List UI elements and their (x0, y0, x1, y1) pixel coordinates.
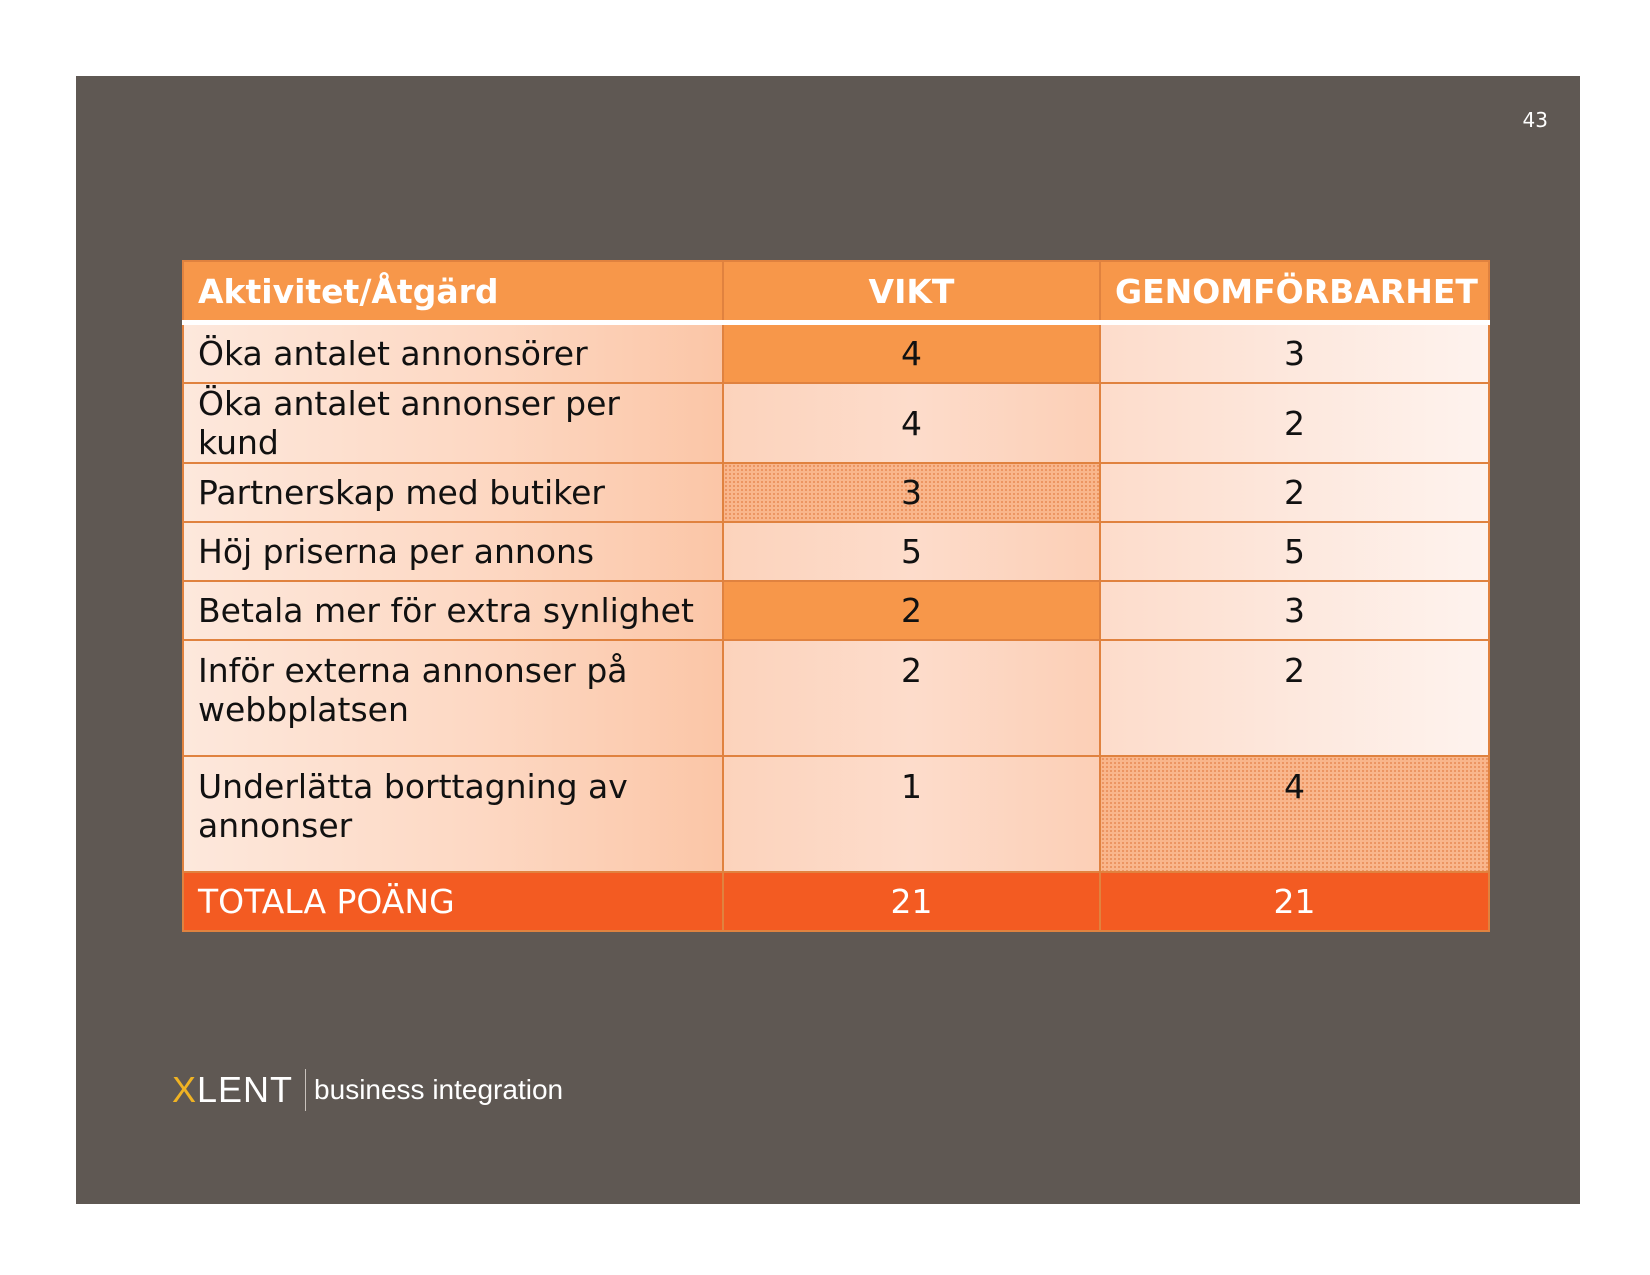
activity-cell: Underlätta borttagning av annonser (183, 756, 723, 872)
table-row (183, 756, 1489, 872)
activity-cell: Partnerskap med butiker (183, 463, 723, 522)
total-label: TOTALA POÄNG (183, 872, 723, 931)
table-row (183, 383, 1489, 463)
activity-cell: Öka antalet annonsörer (183, 323, 723, 384)
header-activity: Aktivitet/Åtgärd (183, 261, 723, 323)
genomforbarhet-cell: 4 (1100, 756, 1489, 872)
header-genomforbarhet: GENOMFÖRBARHET (1100, 261, 1489, 323)
total-row (183, 872, 1489, 931)
genomforbarhet-cell: 5 (1100, 522, 1489, 581)
genomforbarhet-cell: 2 (1100, 383, 1489, 463)
logo-wordmark (172, 1069, 293, 1111)
table-row (183, 323, 1489, 384)
logo-tagline: business integration (314, 1074, 564, 1105)
vikt-cell: 2 (723, 581, 1100, 640)
activity-cell: Öka antalet annonser per kund (183, 383, 723, 463)
scores-table (182, 260, 1490, 932)
genomforbarhet-cell: 2 (1100, 463, 1489, 522)
logo-divider (305, 1069, 306, 1111)
genomforbarhet-cell: 3 (1100, 323, 1489, 384)
header-vikt: VIKT (723, 261, 1100, 323)
activity-cell: Höj priserna per annons (183, 522, 723, 581)
vikt-cell: 4 (723, 383, 1100, 463)
vikt-cell: 5 (723, 522, 1100, 581)
vikt-cell: 3 (723, 463, 1100, 522)
genomforbarhet-cell: 3 (1100, 581, 1489, 640)
table-row (183, 522, 1489, 581)
logo-x-letter: X (172, 1069, 198, 1110)
table-row (183, 463, 1489, 522)
activity-cell: Betala mer för extra synlighet (183, 581, 723, 640)
vikt-cell: 1 (723, 756, 1100, 872)
page-number: 43 (1522, 108, 1548, 132)
table-row (183, 640, 1489, 756)
table-header-row (183, 261, 1489, 323)
table-row (183, 581, 1489, 640)
company-logo (172, 1066, 563, 1114)
activity-cell: Inför externa annonser på webbplatsen (183, 640, 723, 756)
total-genomforbarhet: 21 (1100, 872, 1489, 931)
genomforbarhet-cell: 2 (1100, 640, 1489, 756)
slide (76, 76, 1580, 1204)
logo-brand-rest: LENT (197, 1069, 294, 1110)
vikt-cell: 2 (723, 640, 1100, 756)
vikt-cell: 4 (723, 323, 1100, 384)
total-vikt: 21 (723, 872, 1100, 931)
